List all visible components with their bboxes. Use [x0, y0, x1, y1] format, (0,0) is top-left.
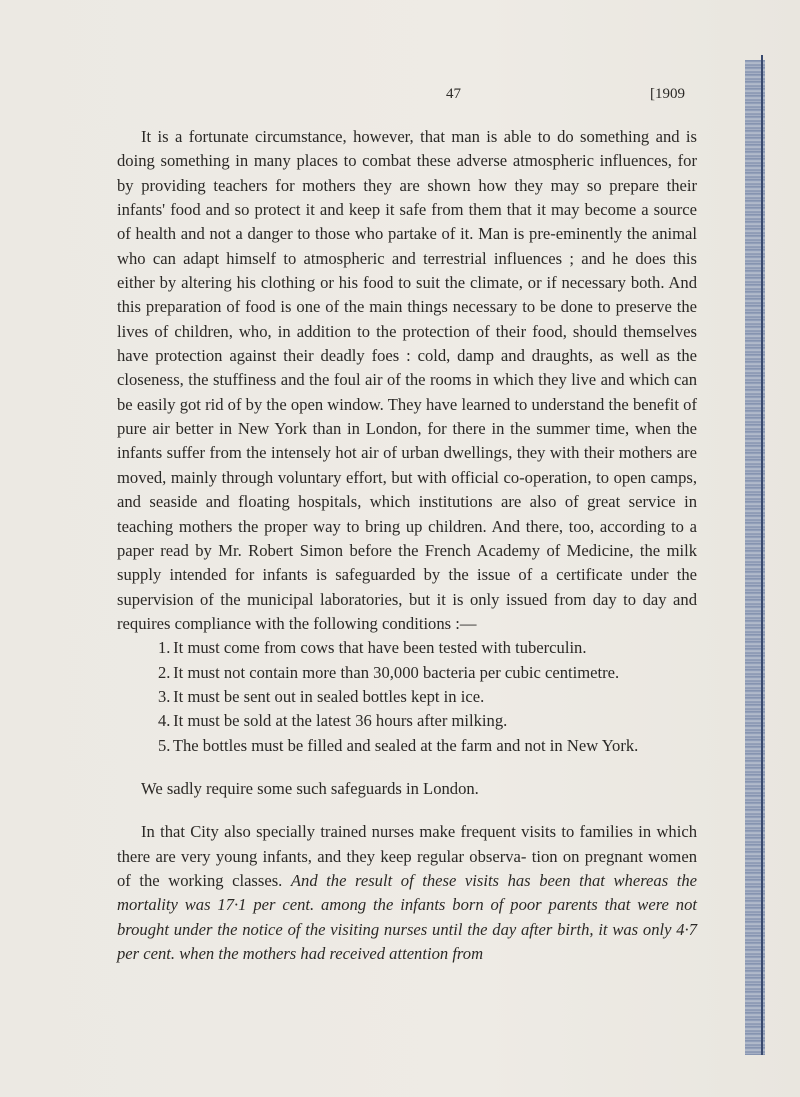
list-item-text: It must come from cows that have been tested with tuberculin.	[173, 638, 587, 658]
list-item	[117, 685, 697, 709]
page-header	[0, 86, 800, 110]
list-item	[117, 636, 697, 660]
list-item	[117, 709, 697, 733]
list-item-number: 2.	[158, 662, 171, 682]
list-item-number: 3.	[158, 686, 171, 706]
paragraph-1: It is a fortunate circumstance, however, that man is able to do something and is doing something in many places to combat these adverse atmospheric influences, for by providing teachers for mothers they are shown how they may so prepare their infants' food and so protect it and keep it safe from them that it may become a source of health and not a danger to those who partake of it. Man is pre-eminently the animal who can adapt himself to atmospheric and terrestrial influences ; and he does this either by altering his clothing or his food to suit the climate, or if necessary both. And this preparation of food is one of the main things necessary to be done to preserve the lives of children, who, in addition to the protection of their food, should themselves have protection against their deadly foes : cold, damp and draughts, as well as the closeness, the stuffiness and the foul air of the rooms in which they live and which can be easily got rid of by the open window. They have learned to understand the benefit of pure air better in New York than in London, for there in the summer time, when the infants suffer from the intensely hot air of urban dwellings, they with their mothers are moved, mainly through voluntary effort, but with official co-operation, to open camps, and seaside and floating hospitals, which institutions are also of great service in teaching mothers the proper way to bring up children. And there, too, according to a paper read by Mr. Robert Simon before the French Academy of Medicine, the milk supply intended for infants is safeguarded by the issue of a certificate under the supervision of the municipal laboratories, but it is only issued from day to day and requires compliance with the following conditions :—	[117, 127, 697, 633]
page-number: 47	[446, 86, 461, 102]
body-text	[117, 125, 697, 966]
list-item-number: 5.	[158, 735, 171, 755]
conditions-list	[117, 636, 697, 758]
list-item-text: It must be sent out in sealed bottles kept in ice.	[173, 686, 485, 706]
list-item	[117, 734, 697, 758]
paragraph-3-italic-text: And the result of these visits has been that whereas the mortality was 17·1 per cent. among the infants born of poor parents that were not brought under the notice of the visiting nurses until the day after birth, it was only 4·7 per cent. when the mothers had received attention from	[117, 870, 697, 963]
paragraph-2: We sadly require some such safeguards in London.	[141, 778, 479, 798]
list-item	[117, 661, 697, 685]
page-edge-line	[761, 55, 763, 1055]
list-item-text: The bottles must be filled and sealed at the farm and not in New York.	[172, 735, 639, 755]
list-item-text: It must not contain more than 30,000 bacteria per cubic centimetre.	[173, 662, 620, 682]
paragraph-3	[117, 820, 697, 966]
list-item-number: 4.	[158, 711, 171, 731]
paragraph-3-text: In that City also specially trained nurses make frequent visits to families in which there are very young infants, and they keep regular observa- tion on pregnant women of the working classes.	[117, 822, 697, 890]
header-year: [1909	[650, 86, 685, 102]
list-item-text: It must be sold at the latest 36 hours after milking.	[173, 711, 508, 731]
list-item-number: 1.	[158, 638, 171, 658]
